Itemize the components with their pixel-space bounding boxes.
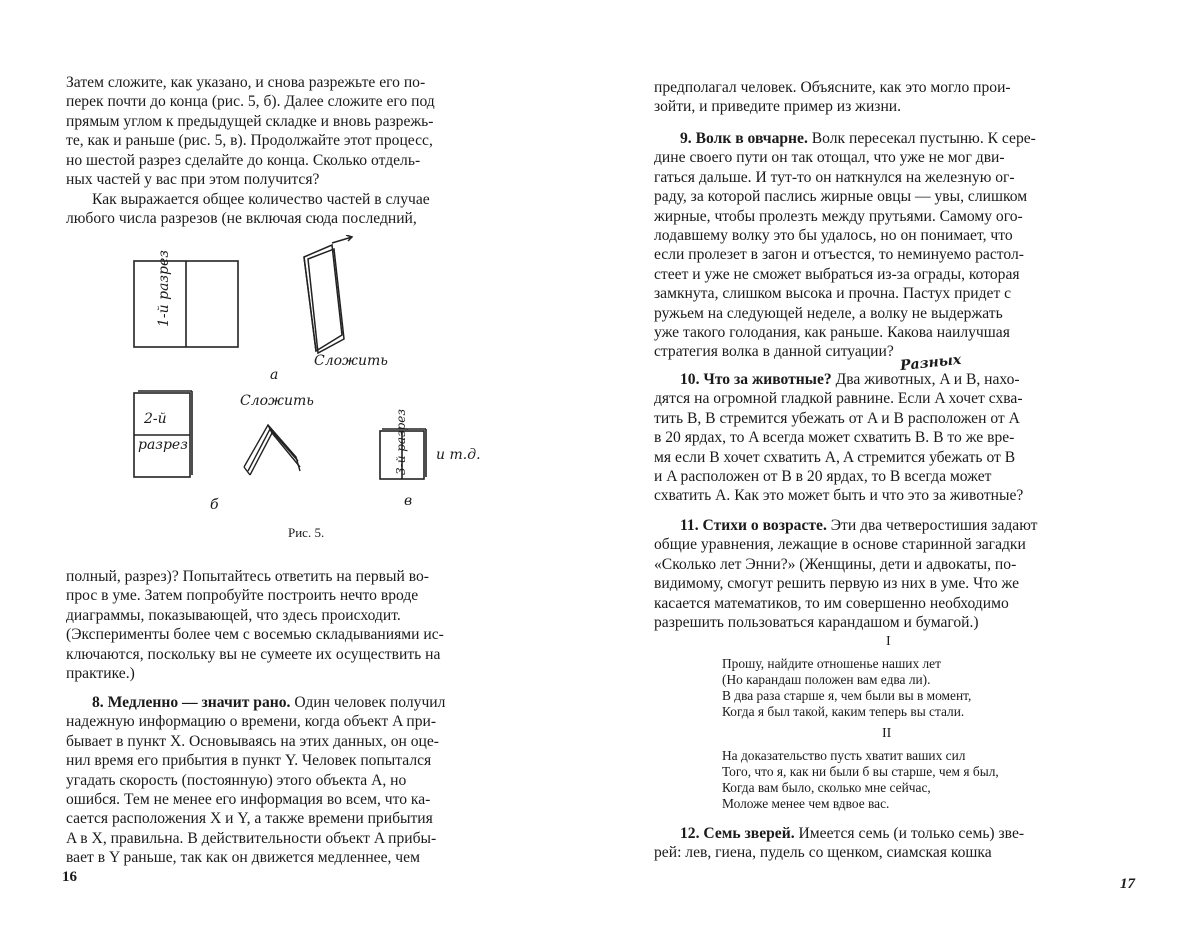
cut-1-label: 1-й разрез [156,250,172,327]
poem-line: (Но карандаш положен вам едва ли). [722,672,931,687]
fold-label-a: Сложить [314,353,388,369]
page-number-left: 16 [62,869,77,885]
text-line: прямым углом к предыдущей складке и вновь разрежь- [66,112,434,130]
problem-10-heading: 10. Что за животные? [680,371,832,388]
text-line: предполагал человек. Объясните, как это могло прои- [654,79,1011,96]
text-line: зойти, и приведите пример из жизни. [654,98,902,116]
text-line: надежную информацию о времени, когда объект A при- [66,713,437,731]
text-line: ключаются, поскольку вы не сумеете их осуществить на [66,645,441,663]
text-line: мя если B хочет схватить A, A стремится убежать от B [654,448,1016,466]
text-line: нил время его прибытия в пункт Y. Человек попытался [66,752,432,770]
text-line: вает в Y раньше, так как он движется медленнее, чем [66,849,420,867]
diagram-b-sheet [134,391,192,477]
label-b: б [210,497,219,513]
text-line: Затем сложите, как указано, и снова разрежьте его по- [66,74,426,91]
text-line: перек почти до конца (рис. 5, б). Далее сложите его под [66,93,435,111]
right-continuation [654,78,1140,117]
label-a: а [270,367,279,383]
text-line: видимому, смогут решить первую из них в уме. Что же [654,575,1020,593]
problem-9-heading: 9. Волк в овчарне. [680,130,808,147]
poem-line: В два раза старше я, чем были вы в момент, [722,688,972,703]
poem-line: На доказательство пусть хватит ваших сил [722,748,966,763]
figure-5 [120,235,520,545]
poem-line: Когда я был такой, каким теперь вы стали. [722,704,965,719]
cut-2-bottom-label: разрез [138,437,188,453]
text-line [654,129,1140,148]
poem-line: Того, что я, как ни были б вы старше, чем я был, [722,764,999,779]
text-line: бывает в пункт X. Основываясь на этих данных, он оце- [66,732,439,750]
left-paragraph-3 [66,567,552,683]
text-line: угадать скорость (постоянную) этого объекта A, но [66,771,407,789]
text-line: ружьем на следующей неделе, а волку не выдержать [654,304,1003,322]
text-line [654,516,1140,535]
text-line: ных частей у вас при этом получится? [66,171,320,189]
text-line: гаться дальше. И тут-то он наткнулся на железную ог- [654,168,1015,186]
problem-9-first-line: Волк пересекал пустыню. К сере- [807,130,1036,147]
text-line: но шестой разрез сделайте до конца. Сколько отдель- [66,151,421,169]
left-paragraph-1 [66,73,552,189]
text-line: диаграммы, показывающей, что здесь происходит. [66,606,401,624]
folding-diagram [120,235,520,545]
figure-caption: Рис. 5. [288,525,325,540]
text-line: тить B, B стремится убежать от A и B расположен от A [654,409,1020,427]
text-line: стратегия волка в данной ситуации? [654,343,894,361]
text-line: и A расположен от B в 20 ярдах, то B всегда может [654,468,992,486]
problem-12-first-line: Имеется семь (и только семь) зве- [794,825,1025,842]
poem-2 [722,748,999,812]
text-line: раду, за которой паслись жирные овцы — увы, слишком [654,188,1028,206]
diagram-b-folded [244,425,300,475]
problem-8-first-line: Один человек получил [290,694,446,711]
fold-label-b: Сложить [240,393,314,409]
text-line [654,370,1140,389]
text-line: ошибся. Тем не менее его информация во всем, что ка- [66,791,431,809]
diagram-a-folded [304,235,352,353]
text-line: стеет и уже не сможет выбраться из-за ограды, которая [654,265,1020,283]
text-line: рей: лев, гиена, пудель со щенком, сиамская кошка [654,844,992,862]
poem-2-number: II [882,726,892,741]
text-line: A в X, правильна. В действительности объект A прибы- [66,829,437,847]
problem-11-first-line: Эти два четверостишия задают [826,517,1038,534]
cut-2-top-label: 2-й [144,411,167,427]
problem-12 [654,824,1140,863]
text-line: в 20 ярдах, то A всегда может схватить B. В то же вре- [654,429,1015,447]
text-line: схватить A. Как это может быть и что это за животные? [654,487,1024,505]
text-line [66,693,552,712]
text-line: жирные, чтобы пролезть между прутьями. Самому ого- [654,207,1023,225]
problem-11 [654,516,1140,632]
text-line: уже такого голодания, как раньше. Какова наилучшая [654,324,1010,342]
text-line: если пролезет в загон и отъестся, то неминуемо растол- [654,246,1024,264]
text-line: «Сколько лет Энни?» (Женщины, дети и адвокаты, по- [654,555,1017,573]
text-line: полный, разрез)? Попытайтесь ответить на первый во- [66,568,429,585]
problem-9 [654,129,1140,362]
text-line: дине своего пути он так отощал, что уже не мог дви- [654,149,1005,167]
handwritten-note: Разных [899,351,963,375]
poem-1-number: I [886,634,891,649]
problem-8 [66,693,552,868]
problem-12-heading: 12. Семь зверей. [680,825,795,842]
text-line: Как выражается общее количество частей в случае [92,191,430,208]
text-line [654,824,1140,843]
poem-1 [722,656,971,720]
problem-11-heading: 11. Стихи о возрасте. [680,517,827,534]
cut-3-label: 3-й разрез [394,409,408,475]
diagram-a-sheet [134,261,238,347]
text-line: замкнута, слишком высока и прочна. Пастух придет с [654,285,1012,303]
label-v: в [404,493,413,509]
text-line: дятся на огромной гладкой равнине. Если A хочет схва- [654,390,1023,408]
problem-10 [654,370,1140,506]
poem-line: Когда вам было, сколько мне сейчас, [722,780,931,795]
text-line: лодавшему волку это бы удалось, но он понимает, что [654,227,1013,245]
text-line: прос в уме. Затем попробуйте построить нечто вроде [66,587,419,605]
poem-line: Прошу, найдите отношенье наших лет [722,656,941,671]
etc-label: и т.д. [436,447,481,463]
text-line: те, как и раньше (рис. 5, в). Продолжайте этот процесс, [66,132,433,150]
text-line: (Эксперименты более чем с восемью складываниями ис- [66,626,444,644]
text-line: касается математиков, то им совершенно необходимо [654,594,1009,612]
problem-8-heading: 8. Медленно — значит рано. [92,694,291,711]
text-line: сается расположения X и Y, а также времени прибытия [66,810,433,828]
right-page [600,0,1200,935]
text-line: любого числа разрезов (не включая сюда последний, [66,210,417,228]
text-line: практике.) [66,665,135,683]
text-line: разрешить пользоваться карандашом и бумагой.) [654,614,979,632]
poem-line: Моложе менее чем вдвое вас. [722,796,890,811]
left-paragraph-2 [66,190,552,229]
problem-10-first-line: Два животных, A и B, нахо- [831,371,1020,388]
text-line: общие уравнения, лежащие в основе старинной загадки [654,536,1026,554]
page-number-right: 17 [1120,876,1135,892]
